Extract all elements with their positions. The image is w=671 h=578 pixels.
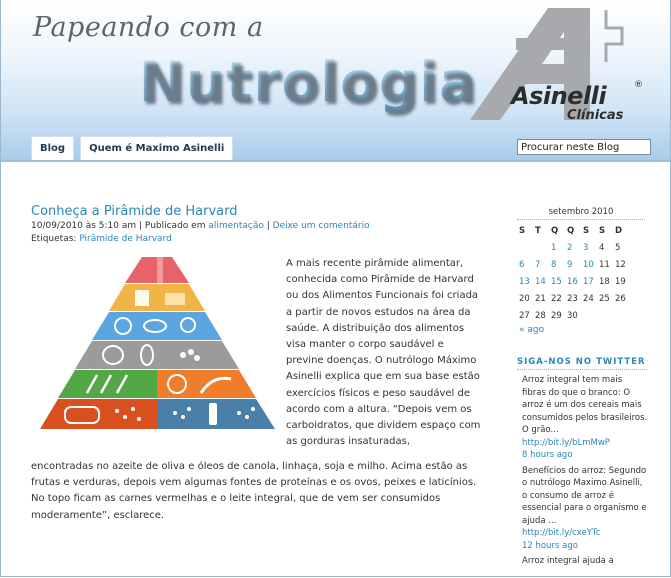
calendar-day[interactable]: 1 xyxy=(551,243,557,253)
blog-tagline: Papeando com a xyxy=(33,12,264,43)
post-labels-prefix: Etiquetas: xyxy=(31,234,77,244)
calendar-day: 4 xyxy=(599,243,605,253)
brand-name: Asinelli xyxy=(511,82,607,110)
calendar-day: 29 xyxy=(551,311,562,321)
pyramid-tier-protein xyxy=(92,312,222,340)
post-meta: 10/09/2010 às 5:10 am | Publicado em alimentação | Deixe um comentário xyxy=(31,221,370,231)
calendar-day[interactable]: 9 xyxy=(567,260,573,270)
calendar-empty-cell xyxy=(599,310,615,323)
pyramid-tier-fruits xyxy=(157,370,256,398)
harvard-pyramid-image xyxy=(35,257,279,451)
tweet-link[interactable]: http://bit.ly/bLmMwP xyxy=(522,437,610,448)
calendar-empty-cell xyxy=(519,242,535,255)
calendar-day: 12 xyxy=(615,260,626,270)
calendar-day[interactable]: 8 xyxy=(551,260,557,270)
calendar-day: 11 xyxy=(599,260,610,270)
tab-quem-e-maximo-asinelli[interactable]: Quem é Maximo Asinelli xyxy=(80,136,233,161)
post-paragraph-2: encontradas no azeite de oliva e óleos de canola, linhaça, soja e milho. Acima estão as frutas e verduras, depois vem algumas fontes de proteínas e os ovos, peixes e laticínios. No topo ficam as carnes vermelhas e o leite integral, que de vem ser consumidos moderamente”, esclarece. xyxy=(31,461,477,521)
pyramid-tier-dairy xyxy=(109,284,205,311)
brand-subtitle: Clínicas xyxy=(567,108,624,123)
post-published-label: Publicado em xyxy=(144,221,206,231)
calendar-day[interactable]: 6 xyxy=(519,260,525,270)
post-title[interactable]: Conheça a Pirâmide de Harvard xyxy=(31,204,238,219)
header-divider xyxy=(1,160,670,162)
calendar-empty-cell xyxy=(583,310,599,323)
registered-mark: ® xyxy=(634,80,643,90)
post-paragraph-1: A mais recente pirâmide alimentar, conhecida como Pirâmide de Harvard ou dos Alimentos Funcionais foi criada a partir de novos estudos na área da saúde. A distribuição dos alimentos visa manter o corpo saudável e previne doenças. O nutrólogo Máximo Asinelli explica que em sua base estão exercícios físicos e peso saudável de acordo com a altura. “Depois vem os carboidratos, que dividem espaço com as gorduras insaturadas, xyxy=(286,258,481,448)
calendar-weekday-header: S xyxy=(519,226,526,236)
calendar-grid xyxy=(519,225,645,323)
calendar-empty-cell xyxy=(535,242,551,255)
tweet-text: Arroz integral ajuda a xyxy=(522,556,614,566)
calendar-day: 5 xyxy=(615,243,621,253)
calendar-day: 24 xyxy=(583,294,594,304)
blog-site-name[interactable]: Nutrologia xyxy=(139,50,478,114)
tweet-text: Benefícios do arroz: Segundo o nutrólogo Maximo Asinelli, o consumo de arroz é essencial para o organismo e ajuda ... xyxy=(522,465,647,526)
calendar-weekday-header: Q xyxy=(567,226,575,236)
calendar-day: 28 xyxy=(535,311,546,321)
calendar-day[interactable]: 13 xyxy=(519,277,530,287)
twitter-widget-title: SIGA-NOS NO TWITTER xyxy=(517,357,647,370)
tweet-text: Arroz integral tem mais fibras do que o branco: O arroz é um dos cereais mais consumidos pelos brasileiros. O grão... xyxy=(522,375,648,435)
calendar-prev-month-link[interactable]: « ago xyxy=(519,325,545,335)
calendar-day[interactable]: 3 xyxy=(583,243,589,253)
calendar-day: 21 xyxy=(535,294,546,304)
calendar-day[interactable]: 15 xyxy=(551,277,562,287)
blog-header xyxy=(1,0,670,160)
post-label-link[interactable]: Pirâmide de Harvard xyxy=(79,234,172,244)
twitter-feed xyxy=(522,374,648,571)
calendar-day: 18 xyxy=(599,277,610,287)
tweet-link[interactable]: http://bit.ly/cxeYTc xyxy=(522,528,601,538)
calendar-day[interactable]: 17 xyxy=(583,277,594,287)
calendar-day[interactable]: 14 xyxy=(535,277,546,287)
calendar-title: setembro 2010 xyxy=(517,207,645,220)
asinelli-logo-icon[interactable] xyxy=(456,2,666,132)
calendar-day: 20 xyxy=(519,294,530,304)
tab-blog[interactable]: Blog xyxy=(31,136,74,161)
calendar-weekday-header: D xyxy=(615,226,623,236)
calendar-weekday-header: Q xyxy=(551,226,559,236)
calendar-day[interactable]: 7 xyxy=(535,260,541,270)
calendar-day: 25 xyxy=(599,294,610,304)
tweet-time[interactable]: 12 hours ago xyxy=(522,540,578,551)
calendar-day: 19 xyxy=(615,277,626,287)
pyramid-tier-nuts xyxy=(75,341,239,369)
post-category-link[interactable]: alimentação xyxy=(208,221,264,231)
calendar-day: 23 xyxy=(567,294,578,304)
tweet-item xyxy=(522,555,648,568)
tweet-item xyxy=(522,465,648,553)
calendar-day[interactable]: 2 xyxy=(567,243,573,253)
calendar-weekday-header: T xyxy=(535,226,541,236)
tweet-item xyxy=(522,374,648,462)
pyramid-tier-vegetables xyxy=(58,370,157,398)
tweet-time[interactable]: 8 hours ago xyxy=(522,450,573,460)
calendar-weekday-header: S xyxy=(583,226,590,236)
calendar-day: 30 xyxy=(567,311,578,321)
post-labels xyxy=(31,234,172,244)
post-comment-link[interactable]: Deixe um comentário xyxy=(272,221,370,231)
calendar-day[interactable]: 10 xyxy=(583,260,594,270)
calendar-empty-cell xyxy=(615,310,631,323)
calendar-day: 26 xyxy=(615,294,626,304)
post-date: 10/09/2010 às 5:10 am xyxy=(31,221,137,231)
search-input[interactable] xyxy=(517,139,651,155)
archive-calendar xyxy=(517,207,645,323)
nav-tabs xyxy=(31,136,233,161)
calendar-weekday-header: S xyxy=(599,226,606,236)
calendar-day[interactable]: 16 xyxy=(567,277,578,287)
calendar-day: 22 xyxy=(551,294,562,304)
calendar-day: 27 xyxy=(519,311,530,321)
